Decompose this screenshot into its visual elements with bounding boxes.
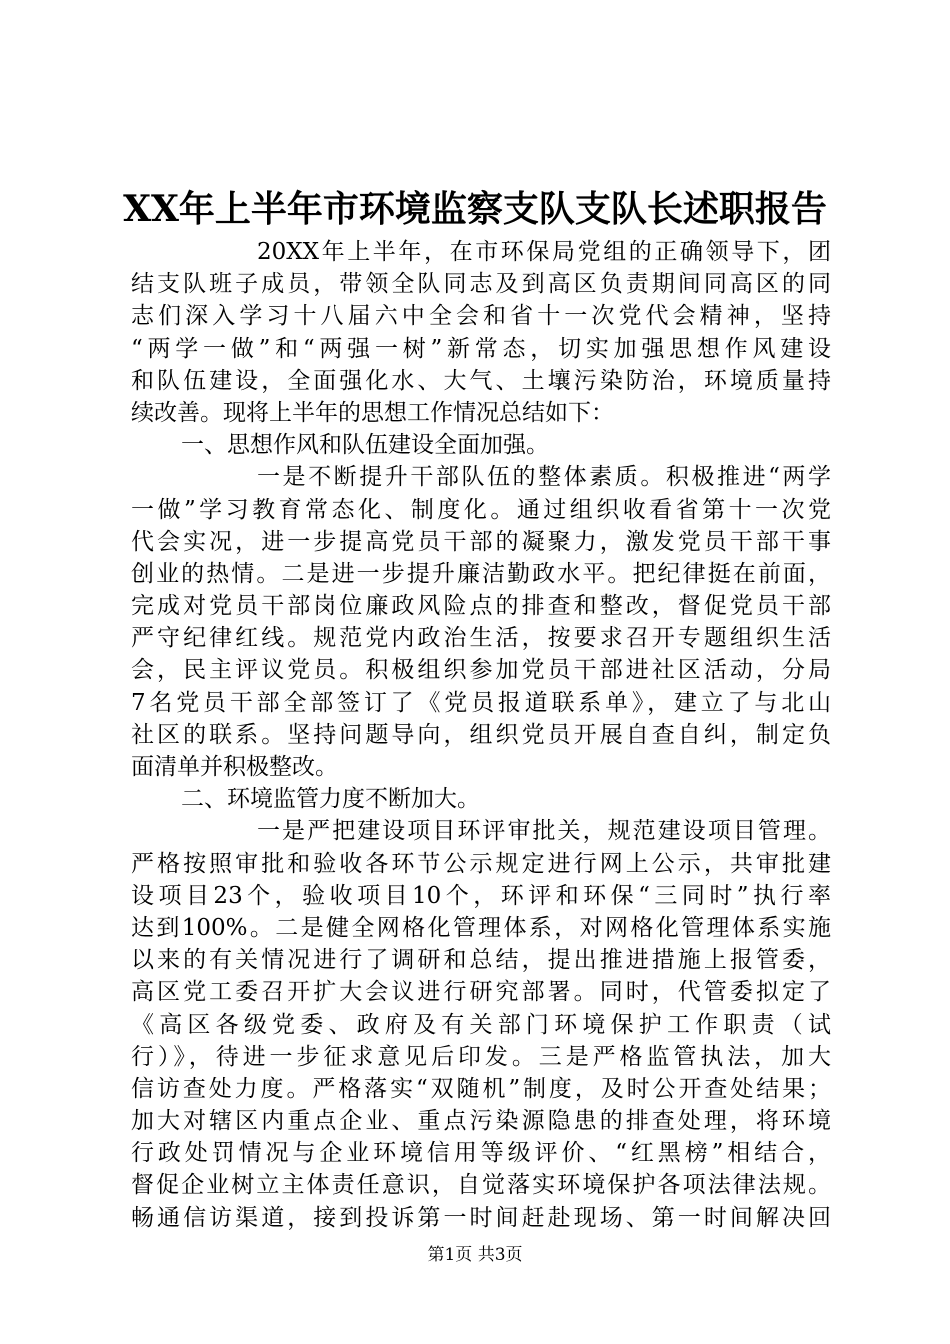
paragraph-line: 加大对辖区内重点企业、重点污染源隐患的排查处理，将环境	[131, 1108, 831, 1135]
paragraph-line: 20XX年上半年，在市环保局党组的正确领导下，团	[257, 239, 831, 265]
paragraph-line: 一做”学习教育常态化、制度化。通过组织收看省第十一次党	[131, 496, 831, 523]
paragraph-line: 信访查处力度。严格落实“双随机”制度，及时公开查处结果；	[131, 1075, 831, 1102]
document-title: XX年上半年市环境监察支队支队长述职报告	[123, 188, 827, 230]
section-heading: 二、环境监管力度不断加大。	[181, 786, 480, 813]
paragraph-line: 完成对党员干部岗位廉政风险点的排查和整改，督促党员干部	[131, 593, 831, 620]
paragraph-line: 高区党工委召开扩大会议进行研究部署。同时，代管委拟定了	[131, 979, 831, 1006]
paragraph-line: “两学一做”和“两强一树”新常态，切实加强思想作风建设	[131, 335, 831, 362]
paragraph-line: 和队伍建设，全面强化水、大气、土壤污染防治，环境质量持	[131, 367, 831, 394]
paragraph-line: 结支队班子成员，带领全队同志及到高区负责期间同高区的同	[131, 271, 831, 298]
paragraph-line: 行）》，待进一步征求意见后印发。三是严格监管执法，加大	[131, 1043, 831, 1070]
paragraph-line: 督促企业树立主体责任意识，自觉落实环境保护各项法律法规。	[131, 1172, 831, 1199]
paragraph-line: 一是不断提升干部队伍的整体素质。积极推进“两学	[257, 464, 831, 491]
paragraph-line: 《高区各级党委、政府及有关部门环境保护工作职责（试	[131, 1011, 831, 1038]
paragraph-line: 续改善。现将上半年的思想工作情况总结如下：	[131, 399, 614, 426]
paragraph-line: 会，民主评议党员。积极组织参加党员干部进社区活动，分局	[131, 657, 831, 684]
paragraph-line: 7名党员干部全部签订了《党员报道联系单》，建立了与北山	[131, 689, 831, 716]
paragraph-line: 社区的联系。坚持问题导向，组织党员开展自查自纠，制定负	[131, 721, 831, 748]
document-body	[131, 236, 831, 1234]
paragraph-line: 严守纪律红线。规范党内政治生活，按要求召开专题组织生活	[131, 625, 831, 652]
paragraph-line: 严格按照审批和验收各环节公示规定进行网上公示，共审批建	[131, 850, 831, 877]
paragraph-line: 代会实况，进一步提高党员干部的凝聚力，激发党员干部干事	[131, 528, 831, 555]
paragraph-line: 设项目23个，验收项目10个，环评和环保“三同时”执行率	[131, 882, 831, 909]
paragraph-line: 一是严把建设项目环评审批关，规范建设项目管理。	[257, 818, 831, 845]
page-number: 第1页 共3页	[427, 1245, 523, 1265]
paragraph-line: 达到100%。二是健全网格化管理体系，对网格化管理体系实施	[131, 914, 831, 941]
paragraph-line: 面清单并积极整改。	[131, 754, 338, 780]
paragraph-line: 志们深入学习十八届六中全会和省十一次党代会精神，坚持	[131, 303, 831, 330]
paragraph-line: 创业的热情。二是进一步提升廉洁勤政水平。把纪律挺在前面，	[131, 560, 831, 587]
paragraph-line: 以来的有关情况进行了调研和总结，提出推进措施上报管委，	[131, 947, 831, 974]
section-heading: 一、思想作风和队伍建设全面加强。	[181, 432, 549, 459]
paragraph-line: 畅通信访渠道，接到投诉第一时间赶赴现场、第一时间解决回	[131, 1204, 831, 1231]
paragraph-line: 行政处罚情况与企业环境信用等级评价、“红黑榜”相结合，	[131, 1140, 831, 1167]
